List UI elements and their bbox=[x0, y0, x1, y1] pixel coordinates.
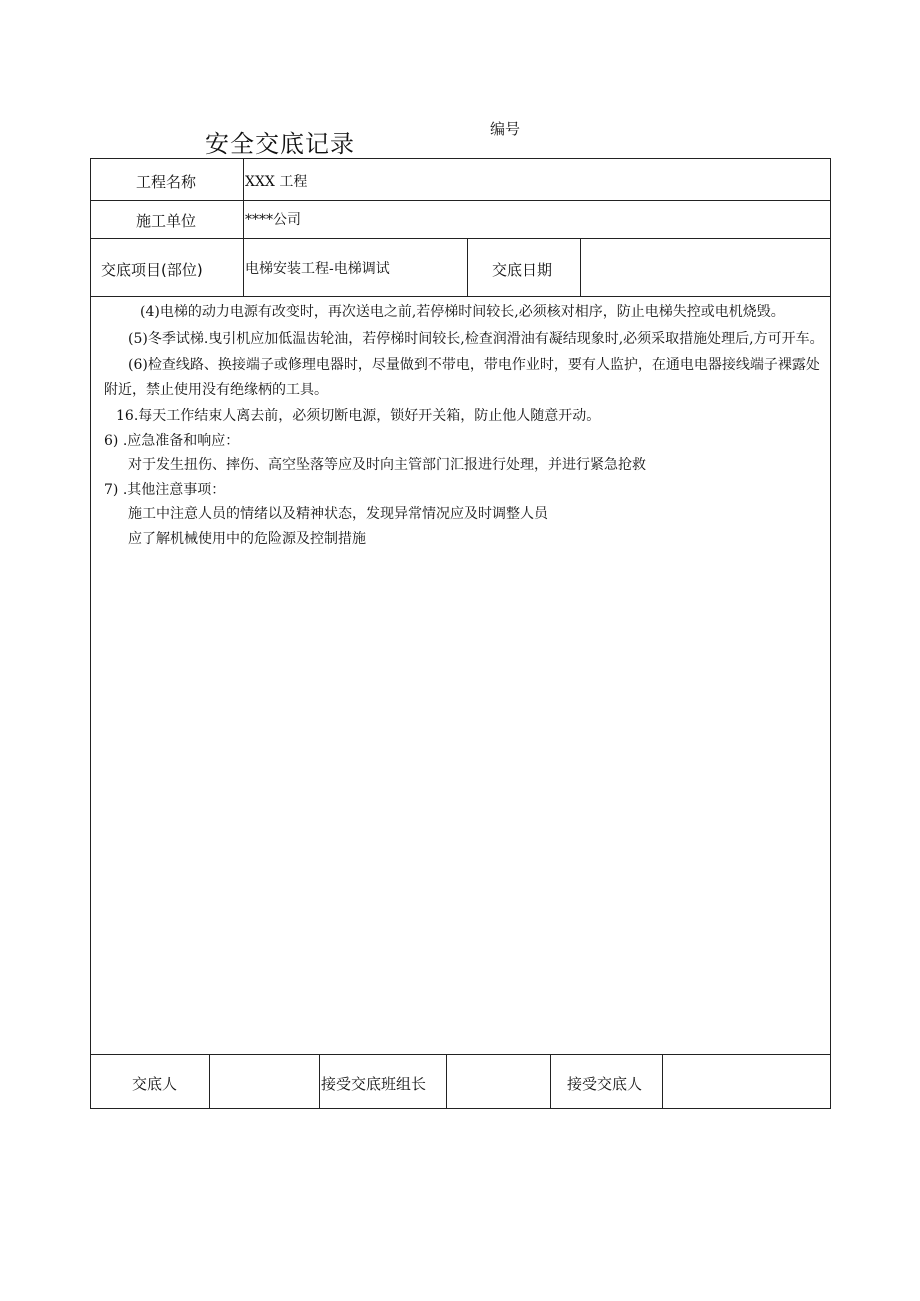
disclosure-content bbox=[104, 300, 828, 551]
content-paragraph: 7) .其他注意事项： bbox=[104, 481, 226, 498]
document-number-label: 编号 bbox=[490, 120, 521, 138]
content-paragraph: 6) .应急准备和响应： bbox=[104, 432, 240, 449]
content-paragraph: 对于发生扭伤、摔伤、高空坠落等应及时向主管部门汇报进行处理，并进行紧急抢救 bbox=[128, 457, 646, 473]
project-name-label: 工程名称 bbox=[136, 173, 197, 191]
presenter-label: 交底人 bbox=[132, 1075, 178, 1093]
content-paragraph: (4)电梯的动力电源有改变时，再次送电之前,若停梯时间较长,必须核对相序，防止电梯失控或电机烧毁。 bbox=[140, 304, 785, 320]
document-title: 安全交底记录 bbox=[205, 130, 355, 158]
receiver-label: 接受交底人 bbox=[567, 1075, 643, 1093]
team-leader-label: 接受交底班组长 bbox=[321, 1075, 427, 1093]
disclosure-item-label: 交底项目(部位) bbox=[101, 261, 203, 279]
disclosure-date-label: 交底日期 bbox=[492, 261, 553, 279]
content-paragraph: (5)冬季试梯.曳引机应加低温齿轮油，若停梯时间较长,检查润滑油有凝结现象时,必须采取措施处理后,方可开车。 bbox=[128, 330, 824, 347]
content-paragraph: (6)检查线路、换接端子或修理电器时，尽量做到不带电，带电作业时，要有人监护，在通电电器接线端子裸露处附近，禁止使用没有绝缘柄的工具。 bbox=[104, 357, 820, 398]
content-paragraph: 16.每天工作结束人离去前，必须切断电源，锁好开关箱，防止他人随意开动。 bbox=[116, 408, 601, 424]
project-name-value: XXX 工程 bbox=[245, 174, 308, 190]
construction-unit-label: 施工单位 bbox=[136, 212, 197, 230]
content-paragraph: 应了解机械使用中的危险源及控制措施 bbox=[128, 530, 366, 547]
construction-unit-value: ****公司 bbox=[245, 212, 301, 228]
disclosure-item-value: 电梯安装工程-电梯调试 bbox=[245, 261, 390, 277]
content-paragraph: 施工中注意人员的情绪以及精神状态，发现异常情况应及时调整人员 bbox=[128, 506, 548, 522]
